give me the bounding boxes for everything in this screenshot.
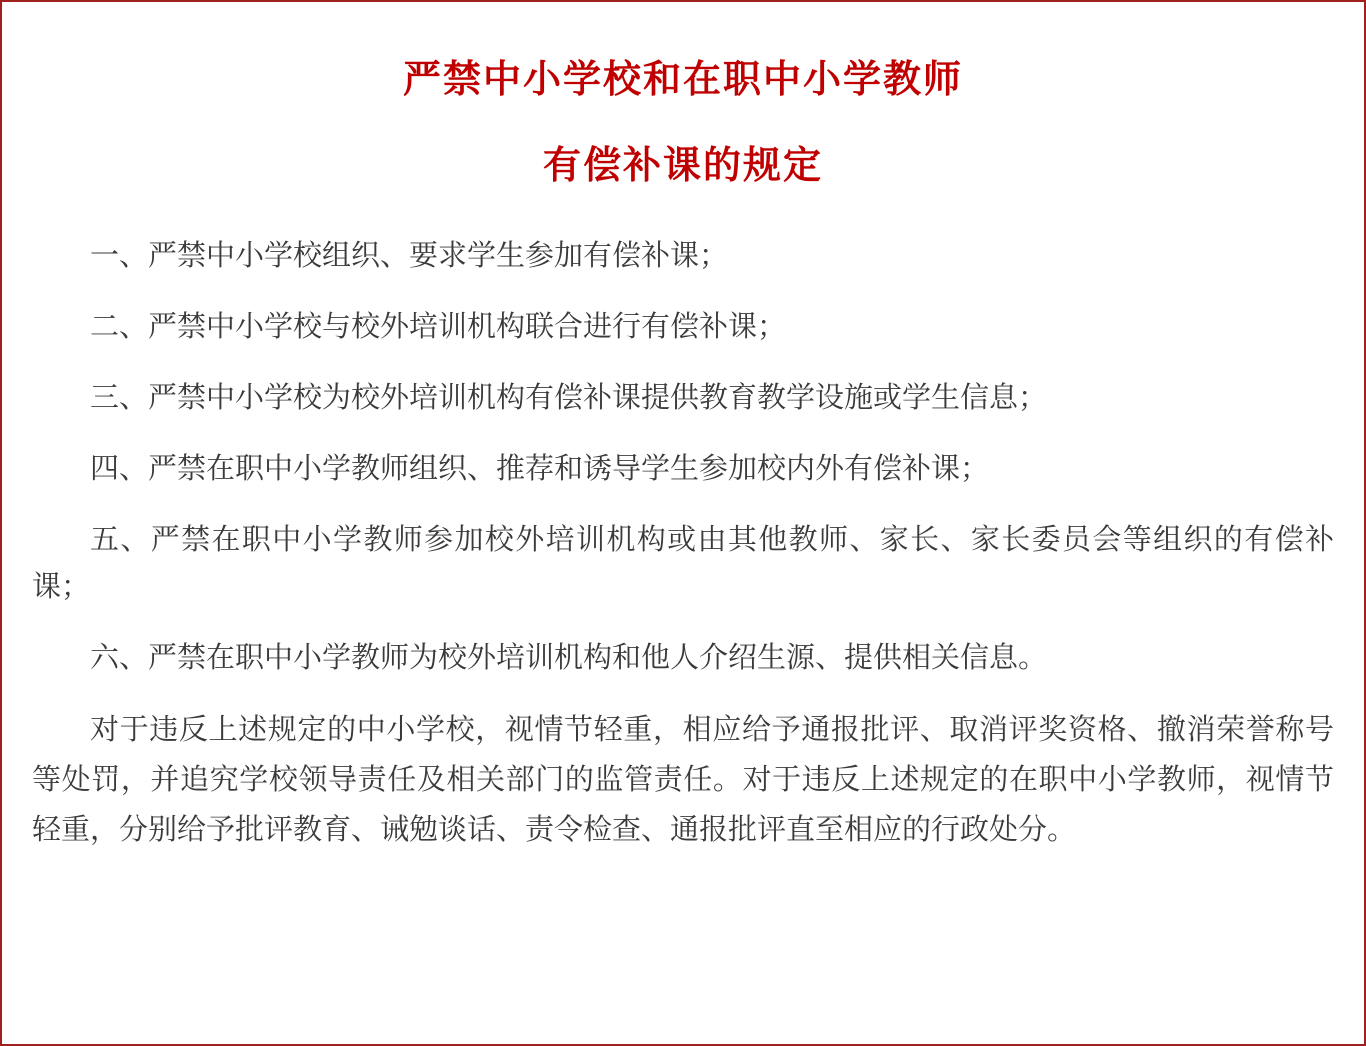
clause-item: 六、严禁在职中小学教师为校外培训机构和他人介绍生源、提供相关信息。 <box>90 642 1048 674</box>
document-body <box>32 233 1334 855</box>
clause-item: 五、严禁在职中小学教师参加校外培训机构或由其他教师、家长、家长委员会等组织的有偿补课； <box>32 524 1334 604</box>
clause-item: 三、严禁中小学校为校外培训机构有偿补课提供教育教学设施或学生信息； <box>90 382 1048 415</box>
clause-item: 一、严禁中小学校组织、要求学生参加有偿补课； <box>90 240 729 273</box>
closing-paragraph: 对于违反上述规定的中小学校，视情节轻重，相应给予通报批评、取消评奖资格、撤消荣誉称号等处罚，并追究学校领导责任及相关部门的监管责任。对于违反上述规定的在职中小学教师，视情节轻重，分别给予批评教育、诫勉谈话、责令检查、通报批评直至相应的行政处分。 <box>32 713 1334 846</box>
document-title <box>32 58 1334 189</box>
clause-item: 二、严禁中小学校与校外培训机构联合进行有偿补课； <box>90 311 787 344</box>
title-line-primary: 严禁中小学校和在职中小学教师 <box>402 59 963 101</box>
title-line-secondary: 有偿补课的规定 <box>542 144 823 187</box>
clause-item: 四、严禁在职中小学教师组织、推荐和诱导学生参加校内外有偿补课； <box>90 453 990 486</box>
